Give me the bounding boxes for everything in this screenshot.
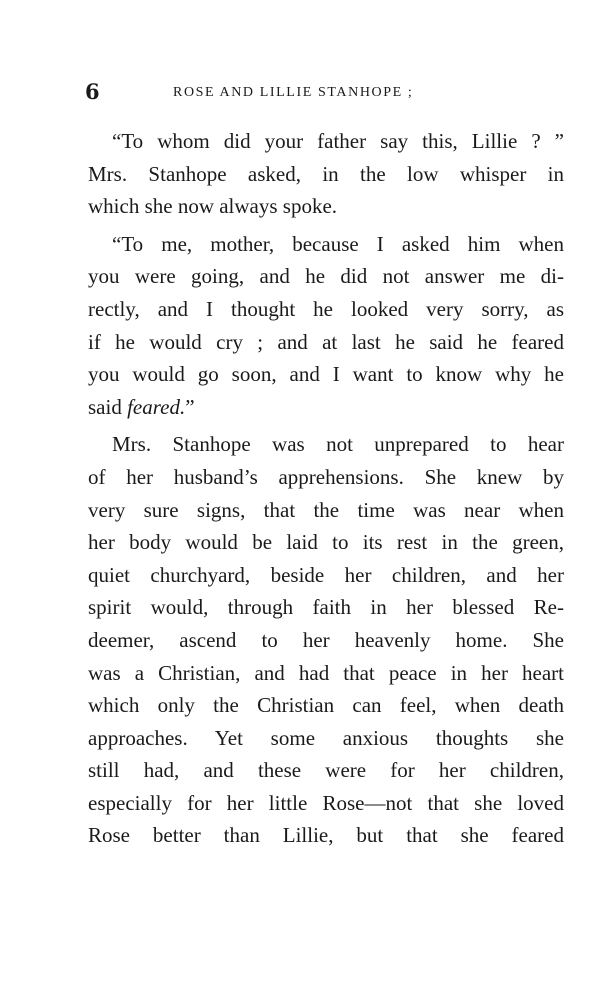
text-fragment: said — [88, 394, 128, 419]
text-line: Mrs. Stanhope asked, in the low whisper in — [88, 161, 564, 186]
paragraph-2 — [88, 228, 564, 424]
text-line: deemer, ascend to her heavenly home. She — [88, 627, 564, 652]
text-line: still had, and these were for her children, — [88, 758, 564, 783]
paragraph-3 — [88, 428, 564, 852]
closing-quote: ” — [185, 394, 195, 419]
text-line: Rose better than Lillie, but that she feared — [88, 823, 564, 848]
page-number: 6 — [85, 79, 100, 104]
text-line: approaches. Yet some anxious thoughts she — [88, 725, 564, 750]
text-line: you were going, and he did not answer me di- — [88, 264, 564, 289]
text-line: quiet churchyard, beside her children, and her — [88, 562, 564, 587]
text-line: very sure signs, that the time was near when — [88, 497, 564, 522]
text-line: you would go soon, and I want to know why he — [88, 362, 564, 387]
running-head: ROSE AND LILLIE STANHOPE ; — [173, 85, 414, 100]
text-line — [88, 391, 564, 424]
text-line: of her husband’s apprehensions. She knew by — [88, 464, 564, 489]
text-line: if he would cry ; and at last he said he feared — [88, 329, 564, 354]
text-line: which only the Christian can feel, when death — [88, 693, 564, 718]
page-header — [85, 80, 485, 104]
text-line: “To whom did your father say this, Lillie ? ” — [112, 129, 564, 153]
text-line: was a Christian, and had that peace in her heart — [88, 660, 564, 685]
body-text — [88, 125, 564, 852]
text-line: spirit would, through faith in her blessed Re- — [88, 595, 564, 620]
text-line: Mrs. Stanhope was not unprepared to hear — [112, 432, 564, 457]
text-line: especially for her little Rose—not that she loved — [88, 790, 564, 815]
paragraph-1 — [88, 125, 564, 223]
text-line: rectly, and I thought he looked very sorry, as — [88, 296, 564, 321]
text-line: which she now always spoke. — [88, 194, 338, 219]
text-line: “To me, mother, because I asked him when — [112, 231, 564, 256]
italic-word: feared. — [127, 394, 186, 419]
text-line: her body would be laid to its rest in the green, — [88, 530, 564, 555]
